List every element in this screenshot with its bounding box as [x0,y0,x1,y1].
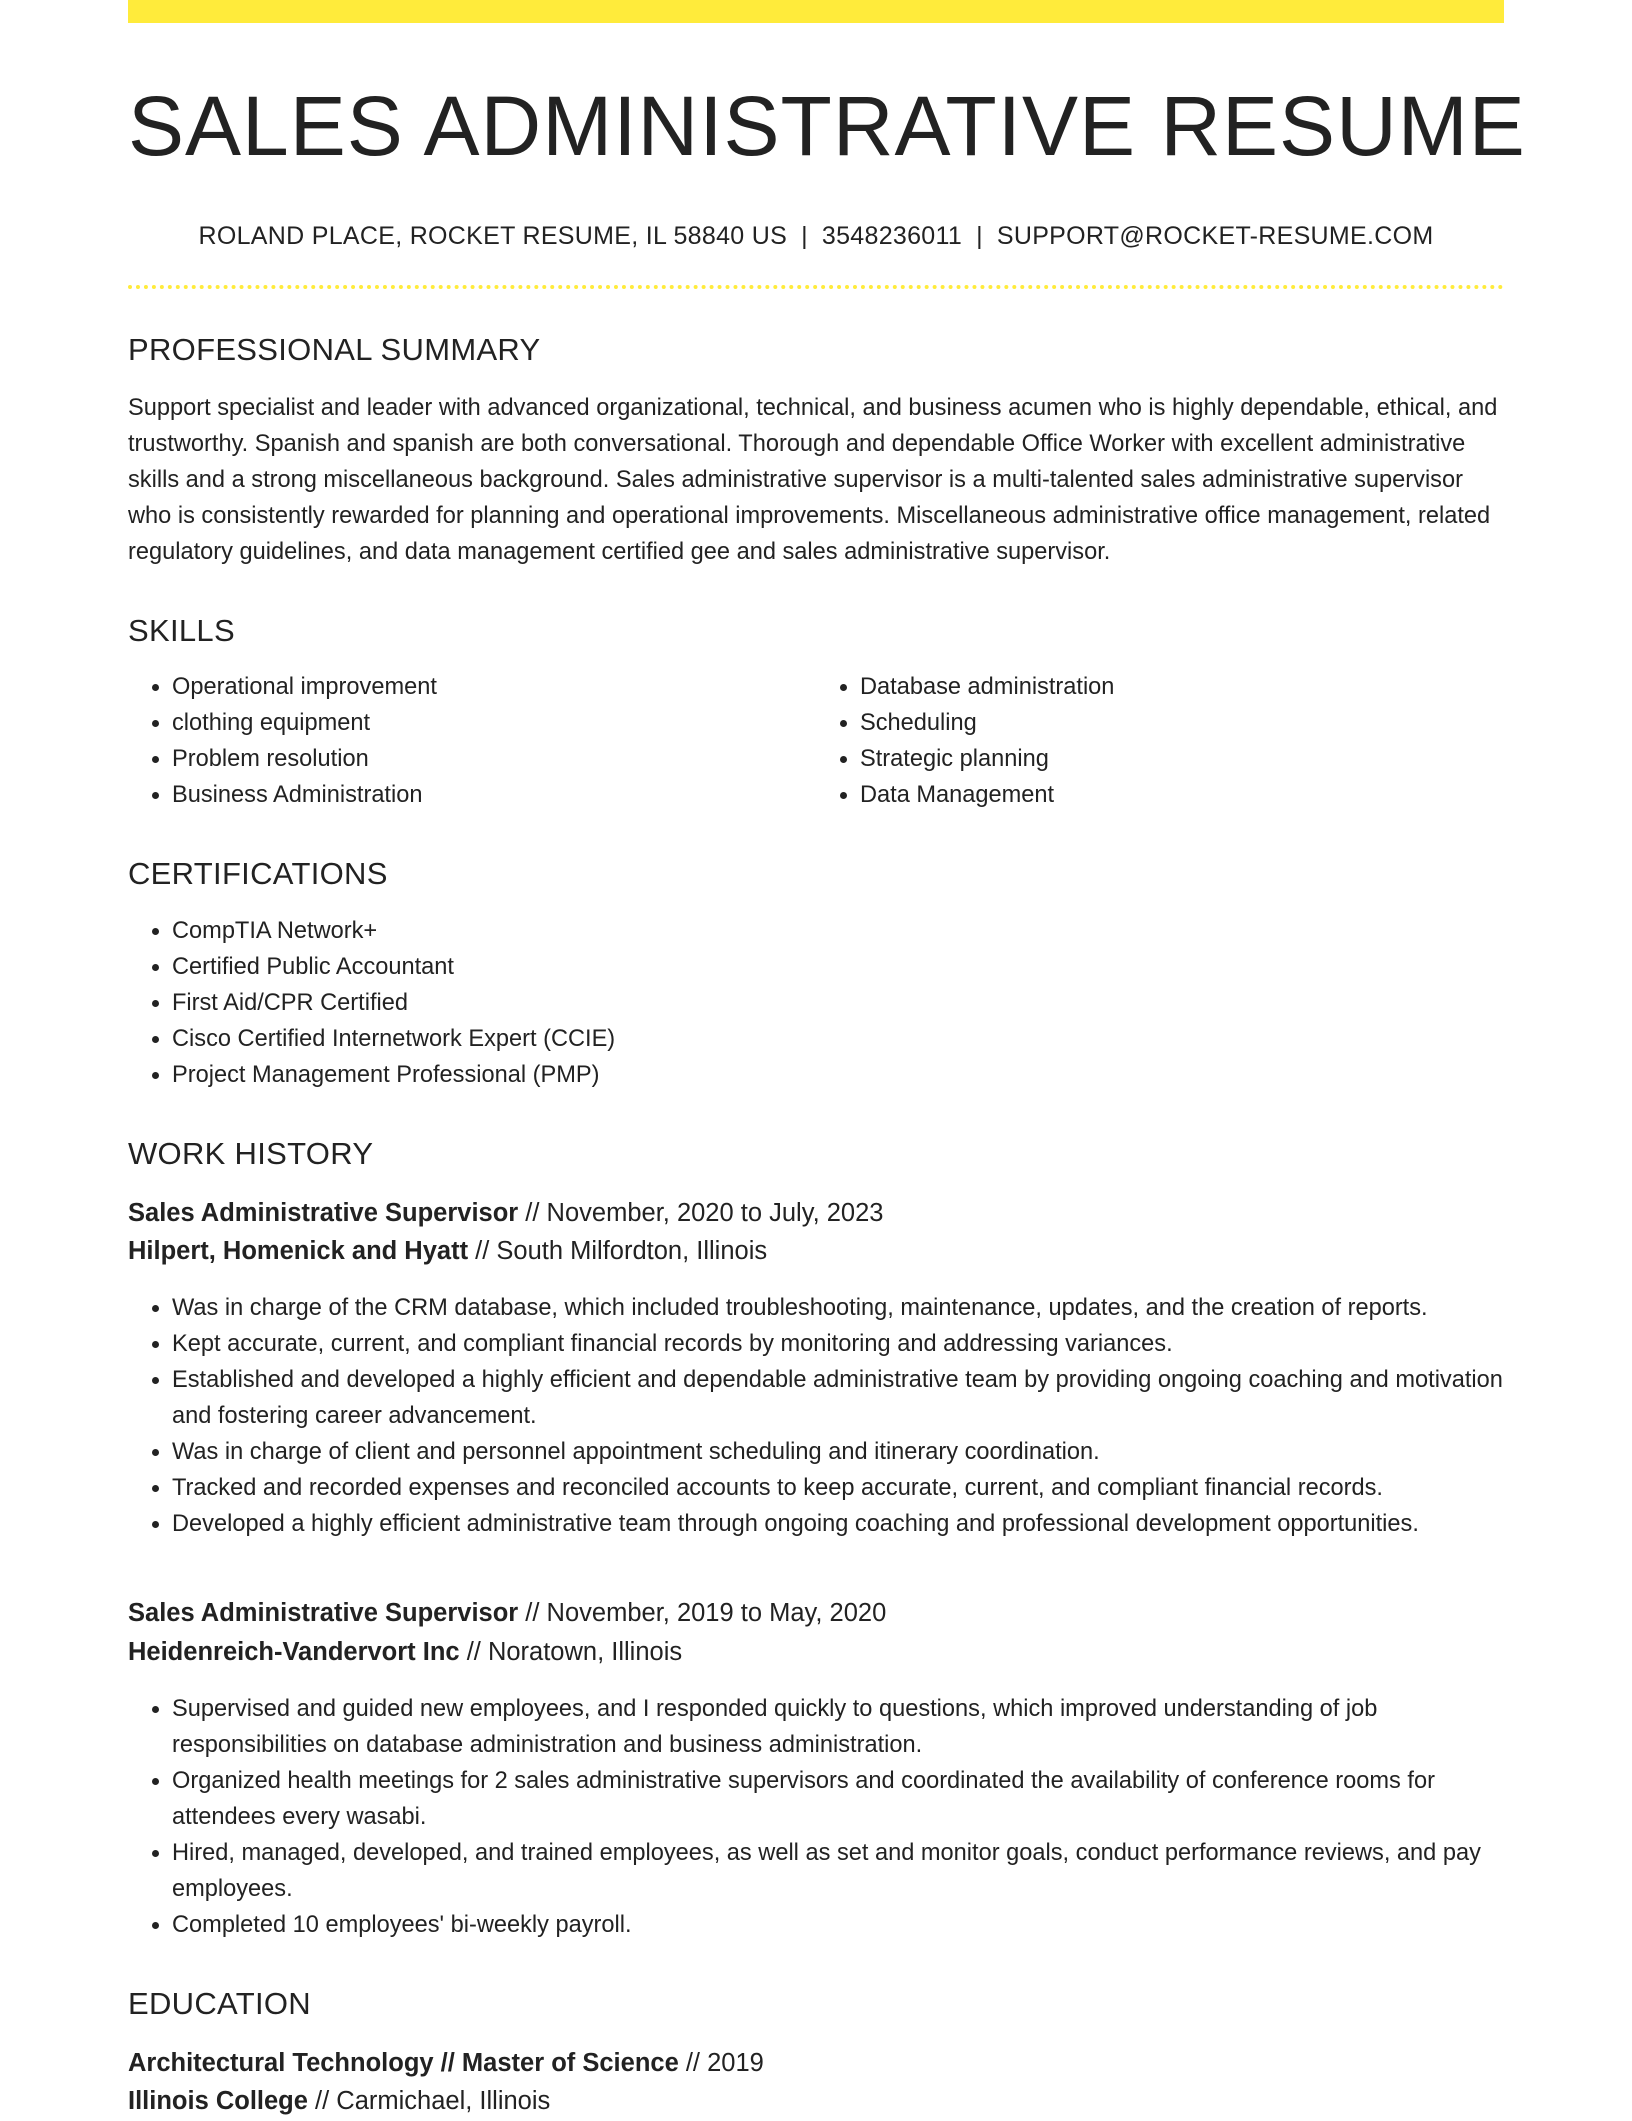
summary-text: Support specialist and leader with advanced organizational, technical, and business acumen who is highly dependable, ethical, and trustworthy. Spanish and spanish are both conversational. Thorough and dependable Office Worker with excellent administrative skills and a strong miscellaneous background. Sales administrative supervisor is a multi-talented sales administrative supervisor who is consistently rewarded for planning and operational improvements. Miscellaneous administrative office management, related regulatory guidelines, and data management certified gee and sales administrative supervisor. [128,395,1498,566]
job-entry [128,1194,1504,1543]
skill-item: • Business Administration [172,777,816,813]
certification-item: • Cisco Certified Internetwork Expert (CCIE) [172,1021,1504,1057]
skills-column-left [128,669,816,813]
certification-item: • First Aid/CPR Certified [172,985,1504,1021]
job-company: Heidenreich-Vandervort Inc [128,1637,460,1666]
job-role-line [128,1594,1504,1632]
certifications-heading: CERTIFICATIONS [128,856,388,892]
work-history-heading: WORK HISTORY [128,1135,374,1171]
job-bullet: • Supervised and guided new employees, and I responded quickly to questions, which improved understanding of job responsibilities on database administration and business administration. [172,1691,1504,1763]
job-company-line [128,1633,1504,1671]
header-divider [128,285,1504,289]
certification-item: • Certified Public Accountant [172,949,1504,985]
education-location: // Carmichael, Illinois [307,2087,551,2116]
contact-address: ROLAND PLACE, ROCKET RESUME, IL 58840 US [198,222,788,251]
education-heading: EDUCATION [128,1985,311,2021]
education-degree-line [128,2044,1504,2082]
summary-heading: PROFESSIONAL SUMMARY [128,332,541,368]
skill-item: • Data Management [860,777,1504,813]
resume-page [128,0,1526,2121]
skill-item: • Strategic planning [860,741,1504,777]
top-accent-bar [128,0,1504,23]
job-spacer [128,1542,1504,1572]
job-bullet: • Kept accurate, current, and compliant financial records by monitoring and addressing variances. [172,1326,1504,1362]
job-bullet: • Organized health meetings for 2 sales administrative supervisors and coordinated the availability of conference rooms for attendees every wasabi. [172,1763,1504,1835]
education-school: Illinois College [128,2087,308,2116]
skill-item: • Scheduling [860,705,1504,741]
certifications-list [128,913,1504,1093]
job-entry [128,1594,1504,1943]
skills-column-right [816,669,1504,813]
certification-item: • Project Management Professional (PMP) [172,1057,1504,1093]
job-bullets [128,1290,1504,1542]
contact-separator: | [801,222,808,251]
job-bullet: • Established and developed a highly efficient and dependable administrative team by providing ongoing coaching and motivation and fostering career advancement. [172,1362,1504,1434]
education-year: // 2019 [678,2049,764,2078]
job-bullet: • Tracked and recorded expenses and reconciled accounts to keep accurate, current, and compliant financial records. [172,1470,1504,1506]
skills-heading: SKILLS [128,613,235,649]
skill-item: • Problem resolution [172,741,816,777]
job-company-line [128,1232,1504,1270]
job-dates: // November, 2020 to July, 2023 [518,1198,884,1227]
job-location: // South Milfordton, Illinois [468,1237,768,1266]
job-bullet: • Was in charge of client and personnel appointment scheduling and itinerary coordination. [172,1434,1504,1470]
job-role: Sales Administrative Supervisor [128,1599,519,1628]
job-location: // Noratown, Illinois [459,1637,683,1666]
job-bullet: • Was in charge of the CRM database, which included troubleshooting, maintenance, updates, and the creation of reports. [172,1290,1504,1326]
education-school-line [128,2082,1504,2120]
job-role: Sales Administrative Supervisor [128,1198,519,1227]
contact-separator: | [976,222,983,251]
resume-title: SALES ADMINISTRATIVE RESUME [128,79,1526,173]
certification-item: • CompTIA Network+ [172,913,1504,949]
skill-item: • Database administration [860,669,1504,705]
job-bullet: • Completed 10 employees' bi-weekly payroll. [172,1907,1504,1943]
education-degree: Architectural Technology // Master of Science [128,2049,679,2078]
job-bullet: • Hired, managed, developed, and trained employees, as well as set and monitor goals, conduct performance reviews, and pay employees. [172,1835,1504,1907]
contact-phone: 3548236011 [821,222,963,251]
job-dates: // November, 2019 to May, 2020 [518,1599,887,1628]
contact-line [128,221,1504,251]
job-bullet: • Developed a highly efficient administrative team through ongoing coaching and professional development opportunities. [172,1506,1504,1542]
skill-item: • Operational improvement [172,669,816,705]
job-company: Hilpert, Homenick and Hyatt [128,1237,469,1266]
job-role-line [128,1194,1504,1232]
skills-list [128,669,1504,813]
contact-email: SUPPORT@ROCKET-RESUME.COM [996,222,1434,251]
skill-item: • clothing equipment [172,705,816,741]
job-bullets [128,1691,1504,1943]
